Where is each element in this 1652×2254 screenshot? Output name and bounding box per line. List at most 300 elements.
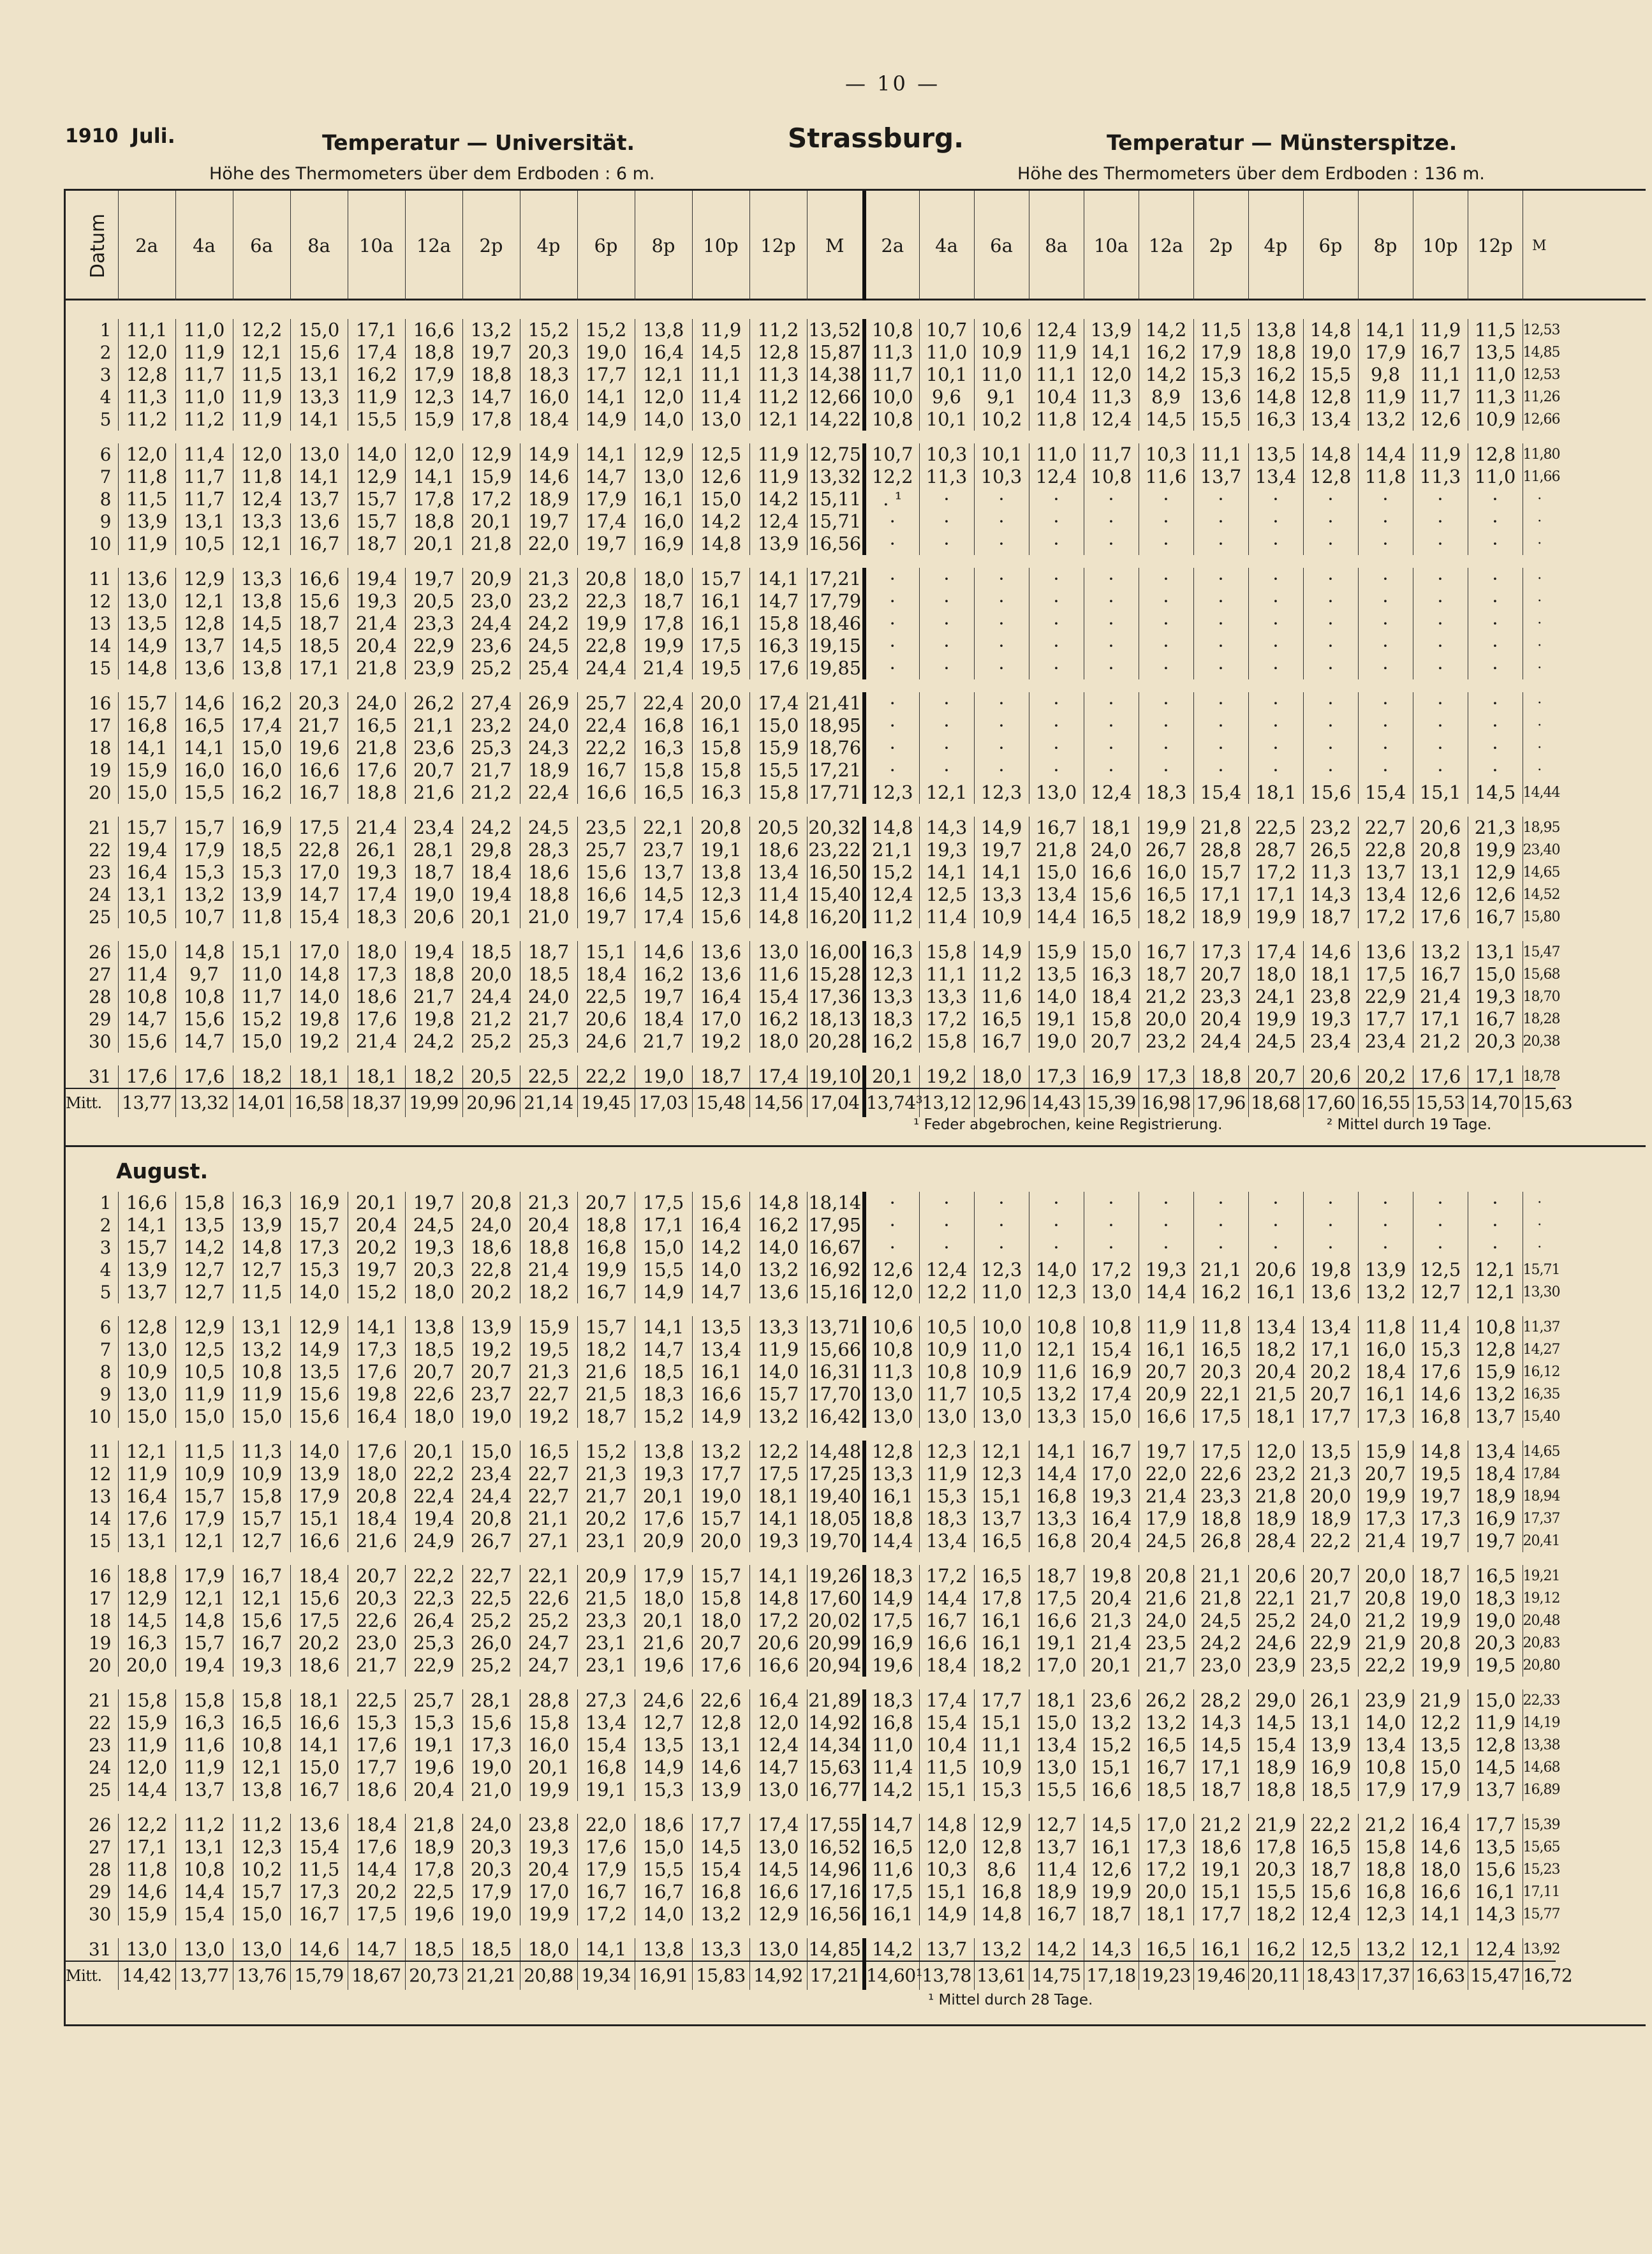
muenster-cell: 18,7	[1303, 906, 1358, 928]
muenster-cell: 19,9	[1468, 839, 1523, 861]
univ-cell: 14,8	[290, 963, 348, 986]
univ-cell: 19,7	[405, 1192, 462, 1214]
muenster-cell: ·	[1248, 759, 1303, 782]
muenster-cell: ·	[1413, 510, 1468, 533]
univ-cell: 15,8	[749, 782, 807, 804]
muenster-cell: ·	[1358, 568, 1413, 590]
univ-cell: 17,8	[405, 488, 462, 510]
univ-cell: 10,2	[233, 1858, 290, 1881]
univ-cell: 19,26	[807, 1565, 864, 1587]
univ-cell: 17,6	[348, 1008, 405, 1030]
muenster-cell: 12,9	[1468, 861, 1523, 884]
univ-cell: 15,7	[118, 817, 175, 839]
univ-cell: 22,9	[405, 635, 462, 657]
univ-cell: 15,1	[290, 1508, 348, 1530]
muenster-cell: ·	[1193, 1214, 1248, 1236]
muenster-cell: 13,3	[919, 986, 974, 1008]
muenster-cell: ·	[1358, 590, 1413, 612]
univ-cell: 10,8	[233, 1734, 290, 1756]
muenster-cell: 18,28	[1523, 1008, 1556, 1030]
muenster-cell: 19,1	[1029, 1632, 1084, 1654]
column-header-row	[66, 191, 1556, 300]
muenster-cell: 16,12	[1523, 1361, 1556, 1383]
univ-cell: 17,4	[749, 1065, 807, 1088]
univ-cell: 22,4	[577, 715, 635, 737]
muenster-cell: 17,0	[1084, 1463, 1139, 1485]
univ-cell: 21,7	[290, 715, 348, 737]
univ-cell: 15,3	[175, 861, 233, 884]
univ-cell: 20,7	[462, 1361, 520, 1383]
muenster-cell: 14,2	[1029, 1938, 1084, 1961]
muenster-cell: 16,3	[1248, 408, 1303, 431]
datum-label: Datum	[87, 213, 110, 278]
univ-cell: 18,3	[635, 1383, 692, 1405]
muenster-mittel-cell: 17,18	[1084, 1961, 1139, 1990]
muenster-cell: 28,8	[1193, 839, 1248, 861]
univ-cell: 17,9	[175, 1508, 233, 1530]
univ-cell: 17,5	[692, 635, 749, 657]
univ-cell: 20,3	[290, 692, 348, 715]
muenster-cell: 13,4	[1029, 884, 1084, 906]
univ-cell: 23,4	[462, 1463, 520, 1485]
univ-cell: 13,0	[118, 1338, 175, 1361]
table-row	[66, 1508, 1556, 1530]
univ-cell: 16,8	[577, 1756, 635, 1779]
muenster-cell: 20,38	[1523, 1030, 1556, 1053]
univ-cell: 21,7	[635, 1030, 692, 1053]
univ-cell: 20,1	[462, 510, 520, 533]
muenster-cell: 11,9	[919, 1463, 974, 1485]
univ-cell: 15,4	[692, 1858, 749, 1881]
univ-cell: 17,6	[348, 1441, 405, 1463]
univ-cell: 17,6	[577, 1836, 635, 1858]
table-row	[66, 1316, 1556, 1338]
muenster-cell: 11,8	[1358, 466, 1413, 488]
muenster-cell: ·	[1358, 612, 1413, 635]
univ-cell: 15,0	[118, 782, 175, 804]
univ-cell: 23,8	[520, 1814, 577, 1836]
muenster-cell: 14,9	[974, 817, 1029, 839]
univ-cell: 11,9	[233, 386, 290, 408]
univ-cell: 13,0	[749, 1779, 807, 1801]
univ-cell: 14,9	[520, 443, 577, 466]
muenster-cell: 18,3	[864, 1008, 919, 1030]
muenster-cell: ·	[1523, 759, 1556, 782]
univ-cell: 15,4	[290, 1836, 348, 1858]
univ-cell: 15,0	[233, 737, 290, 759]
muenster-cell: 18,3	[864, 1565, 919, 1587]
univ-cell: 13,8	[233, 1779, 290, 1801]
univ-cell: 15,7	[118, 692, 175, 715]
muenster-cell: 14,1	[1084, 341, 1139, 364]
muenster-cell: 8,6	[974, 1858, 1029, 1881]
muenster-cell: 15,77	[1523, 1903, 1556, 1925]
univ-cell: 15,9	[118, 1903, 175, 1925]
muenster-cell: 14,4	[1139, 1281, 1193, 1303]
univ-cell: 11,5	[233, 1281, 290, 1303]
univ-cell: 21,3	[520, 1361, 577, 1383]
muenster-cell: ·	[1468, 1214, 1523, 1236]
univ-cell: 12,9	[462, 443, 520, 466]
univ-cell: 16,2	[233, 692, 290, 715]
muenster-cell: 14,19	[1523, 1712, 1556, 1734]
muenster-cell: 11,0	[919, 341, 974, 364]
univ-cell: 21,7	[405, 986, 462, 1008]
univ-cell: 19,7	[577, 533, 635, 555]
muenster-cell: ·	[919, 759, 974, 782]
muenster-cell: 10,5	[974, 1383, 1029, 1405]
day-number: 10	[88, 1406, 112, 1427]
univ-cell: 20,0	[462, 963, 520, 986]
muenster-mittel-cell: 14,70	[1468, 1088, 1523, 1117]
muenster-cell: 17,2	[1248, 861, 1303, 884]
univ-cell: 14,7	[749, 590, 807, 612]
univ-cell: 21,4	[520, 1259, 577, 1281]
muenster-cell: 12,6	[1084, 1858, 1139, 1881]
univ-cell: 13,0	[749, 1836, 807, 1858]
day-number: 17	[88, 1588, 112, 1609]
muenster-cell: ·	[1523, 590, 1556, 612]
univ-cell: 17,21	[807, 568, 864, 590]
day-number: 15	[88, 658, 112, 679]
univ-cell: 24,0	[520, 986, 577, 1008]
muenster-cell: ·	[1029, 737, 1084, 759]
table-row	[66, 986, 1556, 1008]
univ-cell: 22,5	[520, 1065, 577, 1088]
univ-cell: 16,5	[175, 715, 233, 737]
univ-cell: 28,3	[520, 839, 577, 861]
univ-cell: 17,3	[348, 963, 405, 986]
muenster-cell: 11,9	[1413, 443, 1468, 466]
muenster-cell: 13,1	[1303, 1712, 1358, 1734]
muenster-cell: 11,3	[1084, 386, 1139, 408]
univ-cell: 15,0	[290, 319, 348, 341]
muenster-cell: 17,5	[1029, 1587, 1084, 1610]
univ-cell: 16,6	[405, 319, 462, 341]
univ-cell: 15,5	[635, 1259, 692, 1281]
muenster-cell: 11,4	[864, 1756, 919, 1779]
univ-cell: 22,2	[405, 1565, 462, 1587]
muenster-cell: 16,2	[1248, 364, 1303, 386]
univ-cell: 25,3	[405, 1632, 462, 1654]
univ-cell: 12,2	[233, 319, 290, 341]
muenster-cell: 20,7	[1303, 1565, 1358, 1587]
muenster-col-header: 10a	[1084, 191, 1139, 300]
day-number: 12	[88, 591, 112, 612]
univ-cell: 16,7	[233, 1565, 290, 1587]
univ-cell: 17,4	[233, 715, 290, 737]
univ-cell: 16,56	[807, 1903, 864, 1925]
univ-cell: 14,1	[290, 466, 348, 488]
muenster-col-header: 8p	[1358, 191, 1413, 300]
univ-cell: 16,6	[290, 1530, 348, 1552]
muenster-cell: 17,1	[1193, 884, 1248, 906]
muenster-cell: 17,9	[1413, 1779, 1468, 1801]
day-number: 9	[100, 1384, 112, 1405]
muenster-mittel-cell: 19,46	[1193, 1961, 1248, 1990]
muenster-cell: 9,8	[1358, 364, 1413, 386]
univ-cell: 24,0	[348, 692, 405, 715]
table-row	[66, 1610, 1556, 1632]
univ-cell: 27,1	[520, 1530, 577, 1552]
muenster-cell: ·	[1029, 1214, 1084, 1236]
day-number: 11	[88, 1441, 112, 1462]
muenster-cell: 23,8	[1303, 986, 1358, 1008]
muenster-cell: 20,3	[1248, 1858, 1303, 1881]
muenster-cell: ·	[1468, 488, 1523, 510]
muenster-cell: 12,6	[864, 1259, 919, 1281]
muenster-cell: 11,0	[1468, 364, 1523, 386]
univ-cell: 19,7	[405, 568, 462, 590]
univ-cell: 19,5	[520, 1338, 577, 1361]
muenster-cell: 16,8	[974, 1881, 1029, 1903]
muenster-cell: 21,2	[1413, 1030, 1468, 1053]
day-number: 13	[88, 1486, 112, 1507]
univ-cell: 22,1	[520, 1565, 577, 1587]
muenster-cell: 15,1	[919, 1881, 974, 1903]
univ-cell: 18,8	[348, 782, 405, 804]
univ-cell: 21,3	[520, 1192, 577, 1214]
muenster-mittel-cell: 14,60¹	[864, 1961, 919, 1990]
muenster-cell: 15,47	[1523, 941, 1556, 963]
univ-cell: 19,0	[577, 341, 635, 364]
table-row	[66, 817, 1556, 839]
univ-cell: 15,5	[175, 782, 233, 804]
univ-mittel-cell: 17,04	[807, 1088, 864, 1117]
univ-cell: 20,1	[462, 906, 520, 928]
univ-cell: 18,1	[290, 1065, 348, 1088]
univ-cell: 14,0	[692, 1259, 749, 1281]
univ-cell: 12,5	[692, 443, 749, 466]
muenster-cell: ·	[919, 1192, 974, 1214]
univ-cell: 23,5	[577, 817, 635, 839]
univ-cell: 15,2	[577, 1441, 635, 1463]
univ-cell: 20,8	[462, 1192, 520, 1214]
univ-cell: 17,70	[807, 1383, 864, 1405]
univ-cell: 12,0	[635, 386, 692, 408]
univ-cell: 12,0	[118, 341, 175, 364]
muenster-cell: 20,6	[1248, 1565, 1303, 1587]
univ-cell: 14,2	[692, 510, 749, 533]
muenster-cell: 23,4	[1358, 1030, 1413, 1053]
univ-cell: 15,6	[577, 861, 635, 884]
muenster-cell: ·	[1523, 1214, 1556, 1236]
table-row	[66, 1712, 1556, 1734]
muenster-cell: 17,2	[919, 1008, 974, 1030]
muenster-cell: 16,2	[1193, 1281, 1248, 1303]
univ-cell: 19,3	[405, 1236, 462, 1259]
day-number: 24	[88, 1757, 112, 1778]
muenster-cell: ·	[1413, 612, 1468, 635]
univ-cell: 18,0	[749, 1030, 807, 1053]
muenster-cell: 26,5	[1303, 839, 1358, 861]
muenster-cell: 15,5	[1248, 1881, 1303, 1903]
muenster-cell: 23,6	[1084, 1689, 1139, 1712]
muenster-cell: 14,8	[919, 1814, 974, 1836]
muenster-cell: 12,8	[1468, 1734, 1523, 1756]
univ-cell: 15,8	[233, 1485, 290, 1508]
muenster-cell: ·	[974, 657, 1029, 679]
muenster-cell: 14,3	[1084, 1938, 1139, 1961]
muenster-cell: 10,0	[974, 1316, 1029, 1338]
muenster-cell: ·	[974, 737, 1029, 759]
muenster-cell: 11,2	[864, 906, 919, 928]
table-row	[66, 1689, 1556, 1712]
muenster-cell: ·	[1413, 488, 1468, 510]
table-row	[66, 635, 1556, 657]
univ-cell: 13,32	[807, 466, 864, 488]
table-row	[66, 1383, 1556, 1405]
univ-cell: 17,4	[348, 884, 405, 906]
univ-cell: 22,6	[405, 1383, 462, 1405]
muenster-cell: 17,9	[1193, 341, 1248, 364]
muenster-cell: 18,5	[1139, 1779, 1193, 1801]
univ-cell: 11,5	[233, 364, 290, 386]
day-number: 16	[88, 693, 112, 714]
univ-cell: 15,3	[233, 861, 290, 884]
univ-cell: 24,5	[405, 1214, 462, 1236]
muenster-cell: 12,4	[1303, 1903, 1358, 1925]
muenster-cell: 18,0	[1413, 1858, 1468, 1881]
univ-cell: 16,5	[635, 782, 692, 804]
univ-cell: 18,95	[807, 715, 864, 737]
univ-cell: 12,9	[749, 1903, 807, 1925]
muenster-cell: 11,0	[974, 1338, 1029, 1361]
univ-cell: 19,15	[807, 635, 864, 657]
muenster-cell: ·	[974, 692, 1029, 715]
univ-cell: 11,5	[290, 1858, 348, 1881]
univ-cell: 16,1	[692, 1361, 749, 1383]
muenster-cell: 19,8	[1303, 1259, 1358, 1281]
univ-cell: 17,9	[405, 364, 462, 386]
univ-cell: 18,2	[405, 1065, 462, 1088]
muenster-cell: 11,1	[1413, 364, 1468, 386]
muenster-cell: ·	[1523, 692, 1556, 715]
muenster-cell: ·	[1139, 1214, 1193, 1236]
univ-cell: 14,1	[405, 466, 462, 488]
muenster-cell: 18,0	[974, 1065, 1029, 1088]
table-row	[66, 1259, 1556, 1281]
univ-cell: 27,4	[462, 692, 520, 715]
muenster-cell: ·	[1248, 635, 1303, 657]
univ-cell: 19,3	[348, 590, 405, 612]
day-number: 31	[88, 1939, 112, 1960]
univ-cell: 20,1	[520, 1756, 577, 1779]
univ-cell: 23,9	[405, 657, 462, 679]
muenster-cell: 10,6	[864, 1316, 919, 1338]
day-number: 1	[100, 320, 112, 341]
muenster-cell: 14,2	[864, 1779, 919, 1801]
year: 1910	[65, 125, 119, 147]
muenster-cell: ·	[1358, 759, 1413, 782]
muenster-cell: 17,2	[1139, 1858, 1193, 1881]
univ-cell: 20,5	[405, 590, 462, 612]
muenster-cell: 13,4	[1358, 1734, 1413, 1756]
muenster-cell: ·	[1139, 657, 1193, 679]
muenster-cell: ·	[1303, 657, 1358, 679]
muenster-cell: ·	[864, 737, 919, 759]
muenster-cell: 21,1	[1193, 1565, 1248, 1587]
muenster-cell: 13,5	[1029, 963, 1084, 986]
univ-cell: 18,4	[348, 1508, 405, 1530]
muenster-cell: ·	[1303, 1236, 1358, 1259]
univ-cell: 15,9	[118, 1712, 175, 1734]
muenster-cell: ·	[1248, 657, 1303, 679]
univ-cell: 21,7	[348, 1654, 405, 1677]
muenster-cell: ·	[1139, 533, 1193, 555]
mittel-row	[66, 1088, 1556, 1117]
muenster-cell: 22,1	[1193, 1383, 1248, 1405]
muenster-cell: 11,4	[919, 906, 974, 928]
univ-cell: 14,8	[118, 657, 175, 679]
univ-cell: 15,3	[405, 1712, 462, 1734]
muenster-cell: 12,8	[1303, 466, 1358, 488]
univ-cell: 13,0	[118, 590, 175, 612]
muenster-cell: 13,30	[1523, 1281, 1556, 1303]
muenster-cell: ·	[1303, 1192, 1358, 1214]
muenster-cell: 24,0	[1139, 1610, 1193, 1632]
muenster-cell: 15,2	[1084, 1734, 1139, 1756]
univ-cell: 22,7	[462, 1565, 520, 1587]
day-number: 24	[88, 884, 112, 905]
muenster-cell: 16,35	[1523, 1383, 1556, 1405]
day-number: 19	[88, 760, 112, 781]
muenster-cell: 12,8	[864, 1441, 919, 1463]
univ-cell: 18,5	[405, 1938, 462, 1961]
univ-cell: 11,3	[749, 364, 807, 386]
muenster-cell: 18,3	[1139, 782, 1193, 804]
univ-mittel-cell: 21,14	[520, 1088, 577, 1117]
univ-cell: 20,1	[405, 1441, 462, 1463]
univ-cell: 14,5	[233, 612, 290, 635]
univ-cell: 14,2	[175, 1236, 233, 1259]
muenster-cell: 19,7	[1468, 1530, 1523, 1552]
muenster-cell: 19,2	[919, 1065, 974, 1088]
univ-cell: 15,0	[118, 1405, 175, 1428]
univ-cell: 16,7	[290, 782, 348, 804]
muenster-cell: 20,4	[1084, 1587, 1139, 1610]
univ-cell: 11,3	[233, 1441, 290, 1463]
univ-cell: 17,3	[348, 1338, 405, 1361]
muenster-cell: 14,85	[1523, 341, 1556, 364]
muenster-cell: ·	[974, 1236, 1029, 1259]
univ-cell: 16,20	[807, 906, 864, 928]
muenster-cell: ·	[864, 759, 919, 782]
muenster-cell: 11,6	[1029, 1361, 1084, 1383]
univ-cell: 11,8	[233, 466, 290, 488]
muenster-col-header: 2p	[1193, 191, 1248, 300]
day-number: 12	[88, 1464, 112, 1485]
univ-cell: 22,9	[405, 1654, 462, 1677]
univ-cell: 22,2	[405, 1463, 462, 1485]
univ-col-header: 12a	[405, 191, 462, 300]
muenster-cell: ·	[1303, 488, 1358, 510]
muenster-cell: ·	[1358, 737, 1413, 759]
muenster-cell: ·	[919, 612, 974, 635]
muenster-cell: ·	[1248, 510, 1303, 533]
univ-cell: 14,9	[577, 408, 635, 431]
muenster-cell: 20,83	[1523, 1632, 1556, 1654]
muenster-cell: 18,8	[1193, 1508, 1248, 1530]
univ-cell: 17,1	[290, 657, 348, 679]
muenster-cell: 10,9	[974, 1361, 1029, 1383]
univ-cell: 21,3	[520, 568, 577, 590]
muenster-cell: ·	[1303, 635, 1358, 657]
muenster-cell: 17,3	[1413, 1508, 1468, 1530]
day-number: 13	[88, 613, 112, 634]
muenster-cell: 17,9	[1358, 341, 1413, 364]
muenster-cell: 11,6	[974, 986, 1029, 1008]
